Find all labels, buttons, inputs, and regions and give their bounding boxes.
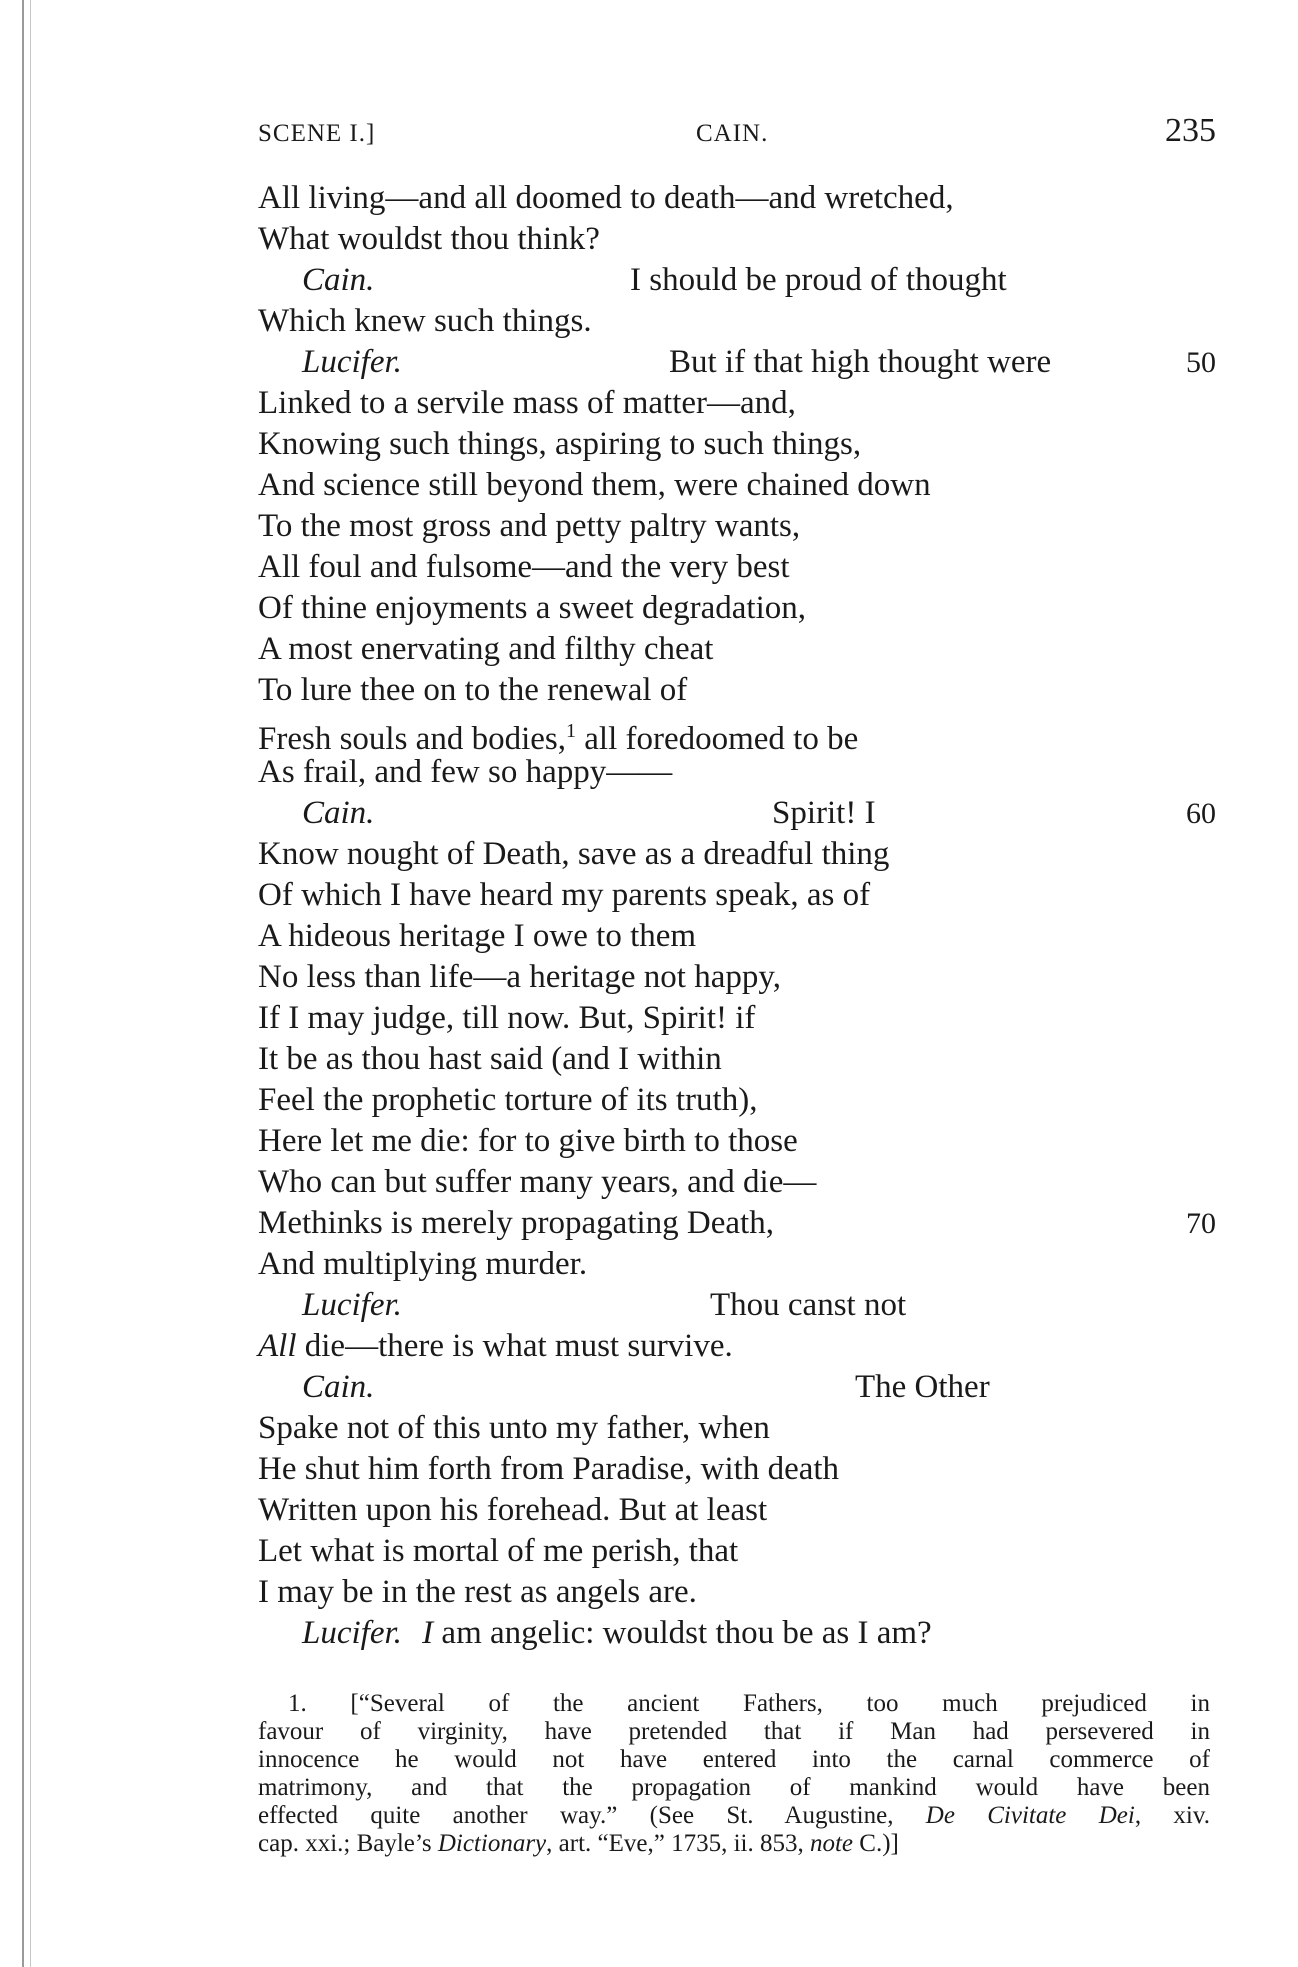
verse-line: I may be in the rest as angels are. — [258, 1574, 697, 1610]
verse-line: To the most gross and petty paltry wants, — [258, 508, 801, 544]
verse-line: Cain. Spirit! I 60 — [258, 793, 1216, 834]
line-number: 60 — [1186, 797, 1216, 830]
verse-line: Linked to a servile mass of matter—and, — [258, 385, 796, 421]
verse-line: Spake not of this unto my father, when — [258, 1410, 770, 1446]
verse-line: Lucifer. Thou canst not — [258, 1285, 1216, 1326]
speaker-label: Cain. — [302, 795, 375, 831]
verse-line: No less than life—a heritage not happy, — [258, 959, 781, 995]
verse-line: And multiplying murder. — [258, 1246, 588, 1282]
speaker-label: Cain. — [302, 1369, 375, 1405]
verse-line: It be as thou hast said (and I within — [258, 1041, 722, 1077]
verse-line: As frail, and few so happy—— — [258, 754, 673, 790]
speaker-label: Lucifer. — [302, 1615, 402, 1651]
speaker-label: Lucifer. — [302, 1287, 402, 1323]
emphasis: All — [258, 1328, 297, 1364]
emphasis: I — [422, 1615, 434, 1651]
verse-line: Methinks is merely propagating Death, 70 — [258, 1203, 1216, 1244]
footnote: 1. [“Several of the ancient Fathers, too much prejudiced in favour of virginity, have pretended that if Man had persevered in innocence he would not have entered into the carnal commerce of matrimony, and that the propagation of mankind would have been effected quite another way.” (See St. Augustine, De Civitate Dei, xiv. cap. xxi.; Bayle’s Dictionary, art. “Eve,” 1735, ii. 853, note C.)] — [258, 1690, 1211, 1857]
verse-line: A most enervating and filthy cheat — [258, 631, 714, 667]
poem-text — [258, 178, 1216, 1654]
verse-line: To lure thee on to the renewal of — [258, 672, 688, 708]
verse-line: A hideous heritage I owe to them — [258, 918, 697, 954]
verse-line: And science still beyond them, were chained down — [258, 467, 931, 503]
verse-line: All living—and all doomed to death—and wretched, — [258, 180, 954, 216]
header-title: CAIN. — [696, 120, 769, 147]
verse-line: He shut him forth from Paradise, with death — [258, 1451, 840, 1487]
verse-line: Of thine enjoyments a sweet degradation, — [258, 590, 806, 626]
verse-line: Fresh souls and bodies,$^1$ all foredoomed to be — [258, 720, 859, 757]
footnote-marker: 1 — [566, 720, 576, 742]
footnote-number: 1. — [288, 1690, 307, 1717]
page-edge-shadow — [30, 0, 31, 1967]
verse-line: Know nought of Death, save as a dreadful thing — [258, 836, 890, 872]
verse-line: Cain. The Other — [258, 1367, 1216, 1408]
verse-line: Of which I have heard my parents speak, as of — [258, 877, 871, 913]
speaker-label: Lucifer. — [302, 344, 402, 380]
work-title: Dictionary — [437, 1830, 547, 1857]
verse-line: All foul and fulsome—and the very best — [258, 549, 790, 585]
line-number: 50 — [1186, 346, 1216, 379]
header-scene: SCENE I.] — [258, 120, 376, 147]
verse-line: Written upon his forehead. But at least — [258, 1492, 768, 1528]
verse-line: If I may judge, till now. But, Spirit! if — [258, 1000, 756, 1036]
verse-line: All die—there is what must survive. — [258, 1328, 733, 1364]
verse-line: Which knew such things. — [258, 303, 592, 339]
verse-line: Here let me die: for to give birth to those — [258, 1123, 798, 1159]
verse-line: Cain. I should be proud of thought — [258, 260, 1216, 301]
verse-line: Knowing such things, aspiring to such things, — [258, 426, 862, 462]
verse-line: Who can but suffer many years, and die— — [258, 1164, 817, 1200]
verse-line: Feel the prophetic torture of its truth), — [258, 1082, 758, 1118]
verse-line: Lucifer. But if that high thought were 50 — [258, 342, 1216, 383]
work-title: De Civitate Dei — [925, 1802, 1135, 1829]
line-number: 70 — [1186, 1207, 1216, 1240]
speaker-label: Cain. — [302, 262, 375, 298]
verse-line: Lucifer. I am angelic: wouldst thou be as I am? — [258, 1613, 1216, 1654]
running-header — [258, 112, 1216, 162]
verse-line: What wouldst thou think? — [258, 221, 600, 257]
page-edge — [22, 0, 24, 1967]
page-number: 235 — [1165, 112, 1216, 149]
verse-line: Let what is mortal of me perish, that — [258, 1533, 739, 1569]
